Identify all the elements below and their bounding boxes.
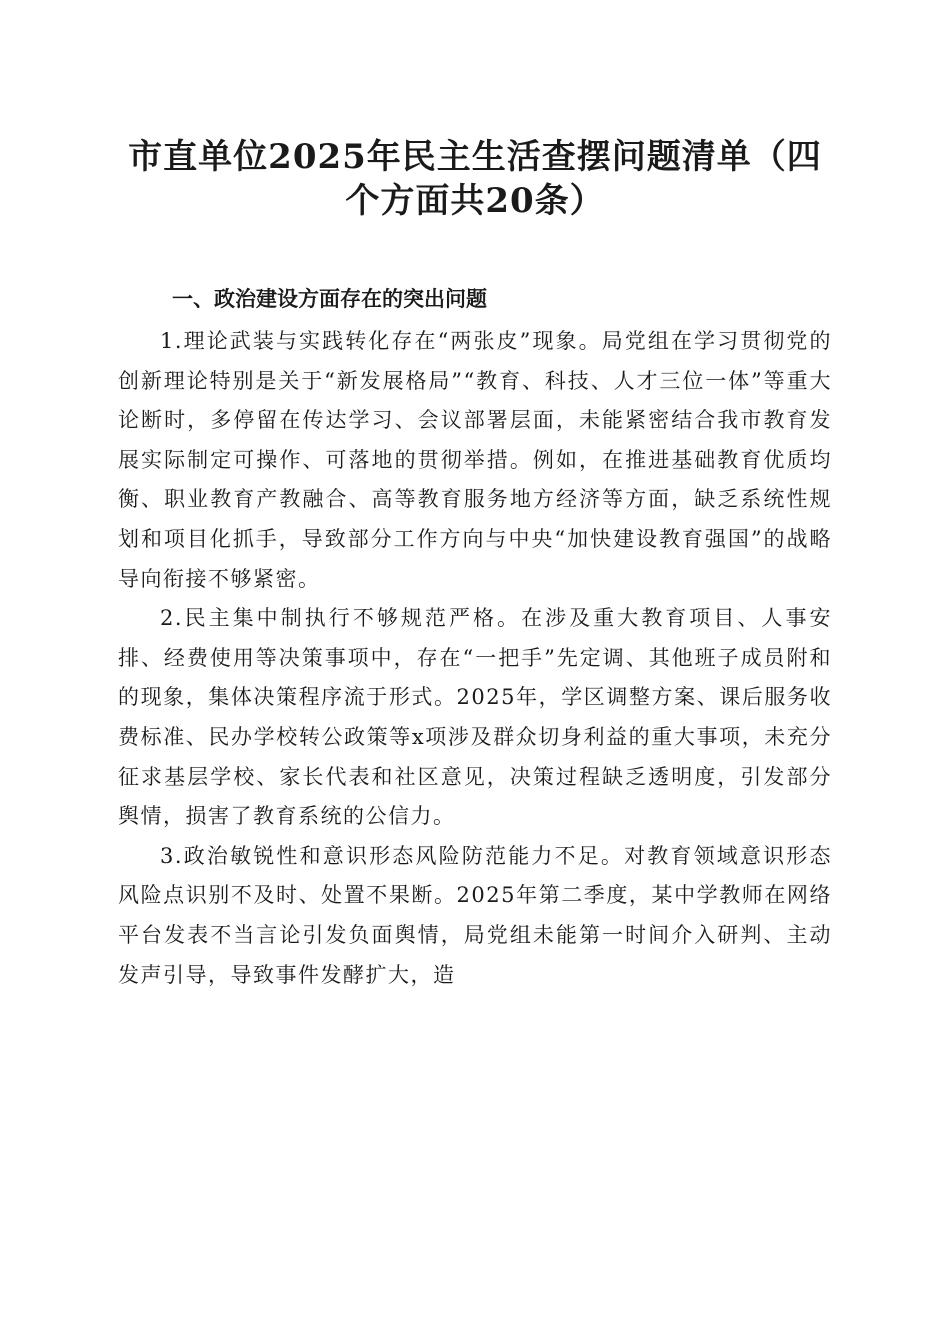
section-heading: 一、政治建设方面存在的突出问题 — [172, 287, 487, 311]
paragraph-item-1: 1.理论武装与实践转化存在“两张皮”现象。局党组在学习贯彻党的创新理论特别是关于“新发展格局”“教育、科技、人才三位一体”等重大论断时，多停留在传达学习、会议部署层面，未能紧密结合我市教育发展实际制定可操作、可落地的贯彻举措。例如，在推进基础教育优质均衡、职业教育产教融合、高等教育服务地方经济等方面，缺乏系统性规划和项目化抓手，导致部分工作方向与中央“加快建设教育强国”的战略导向衔接不够紧密。 — [118, 329, 832, 591]
document-title: 市直单位2025年民主生活查摆问题清单（四个方面共20条） — [128, 137, 822, 221]
paragraph-item-2: 2.民主集中制执行不够规范严格。在涉及重大教育项目、人事安排、经费使用等决策事项中，存在“一把手”先定调、其他班子成员附和的现象，集体决策程序流于形式。2025年，学区调整方案、课后服务收费标准、民办学校转公政策等x项涉及群众切身利益的重大事项，未充分征求基层学校、家长代表和社区意见，决策过程缺乏透明度，引发部分舆情，损害了教育系统的公信力。 — [118, 606, 832, 829]
paragraph-item-3: 3.政治敏锐性和意识形态风险防范能力不足。对教育领域意识形态风险点识别不及时、处置不果断。2025年第二季度，某中学教师在网络平台发表不当言论引发负面舆情，局党组未能第一时间介入研判、主动发声引导，导致事件发酵扩大，造 — [118, 843, 832, 987]
section-body — [118, 322, 832, 995]
